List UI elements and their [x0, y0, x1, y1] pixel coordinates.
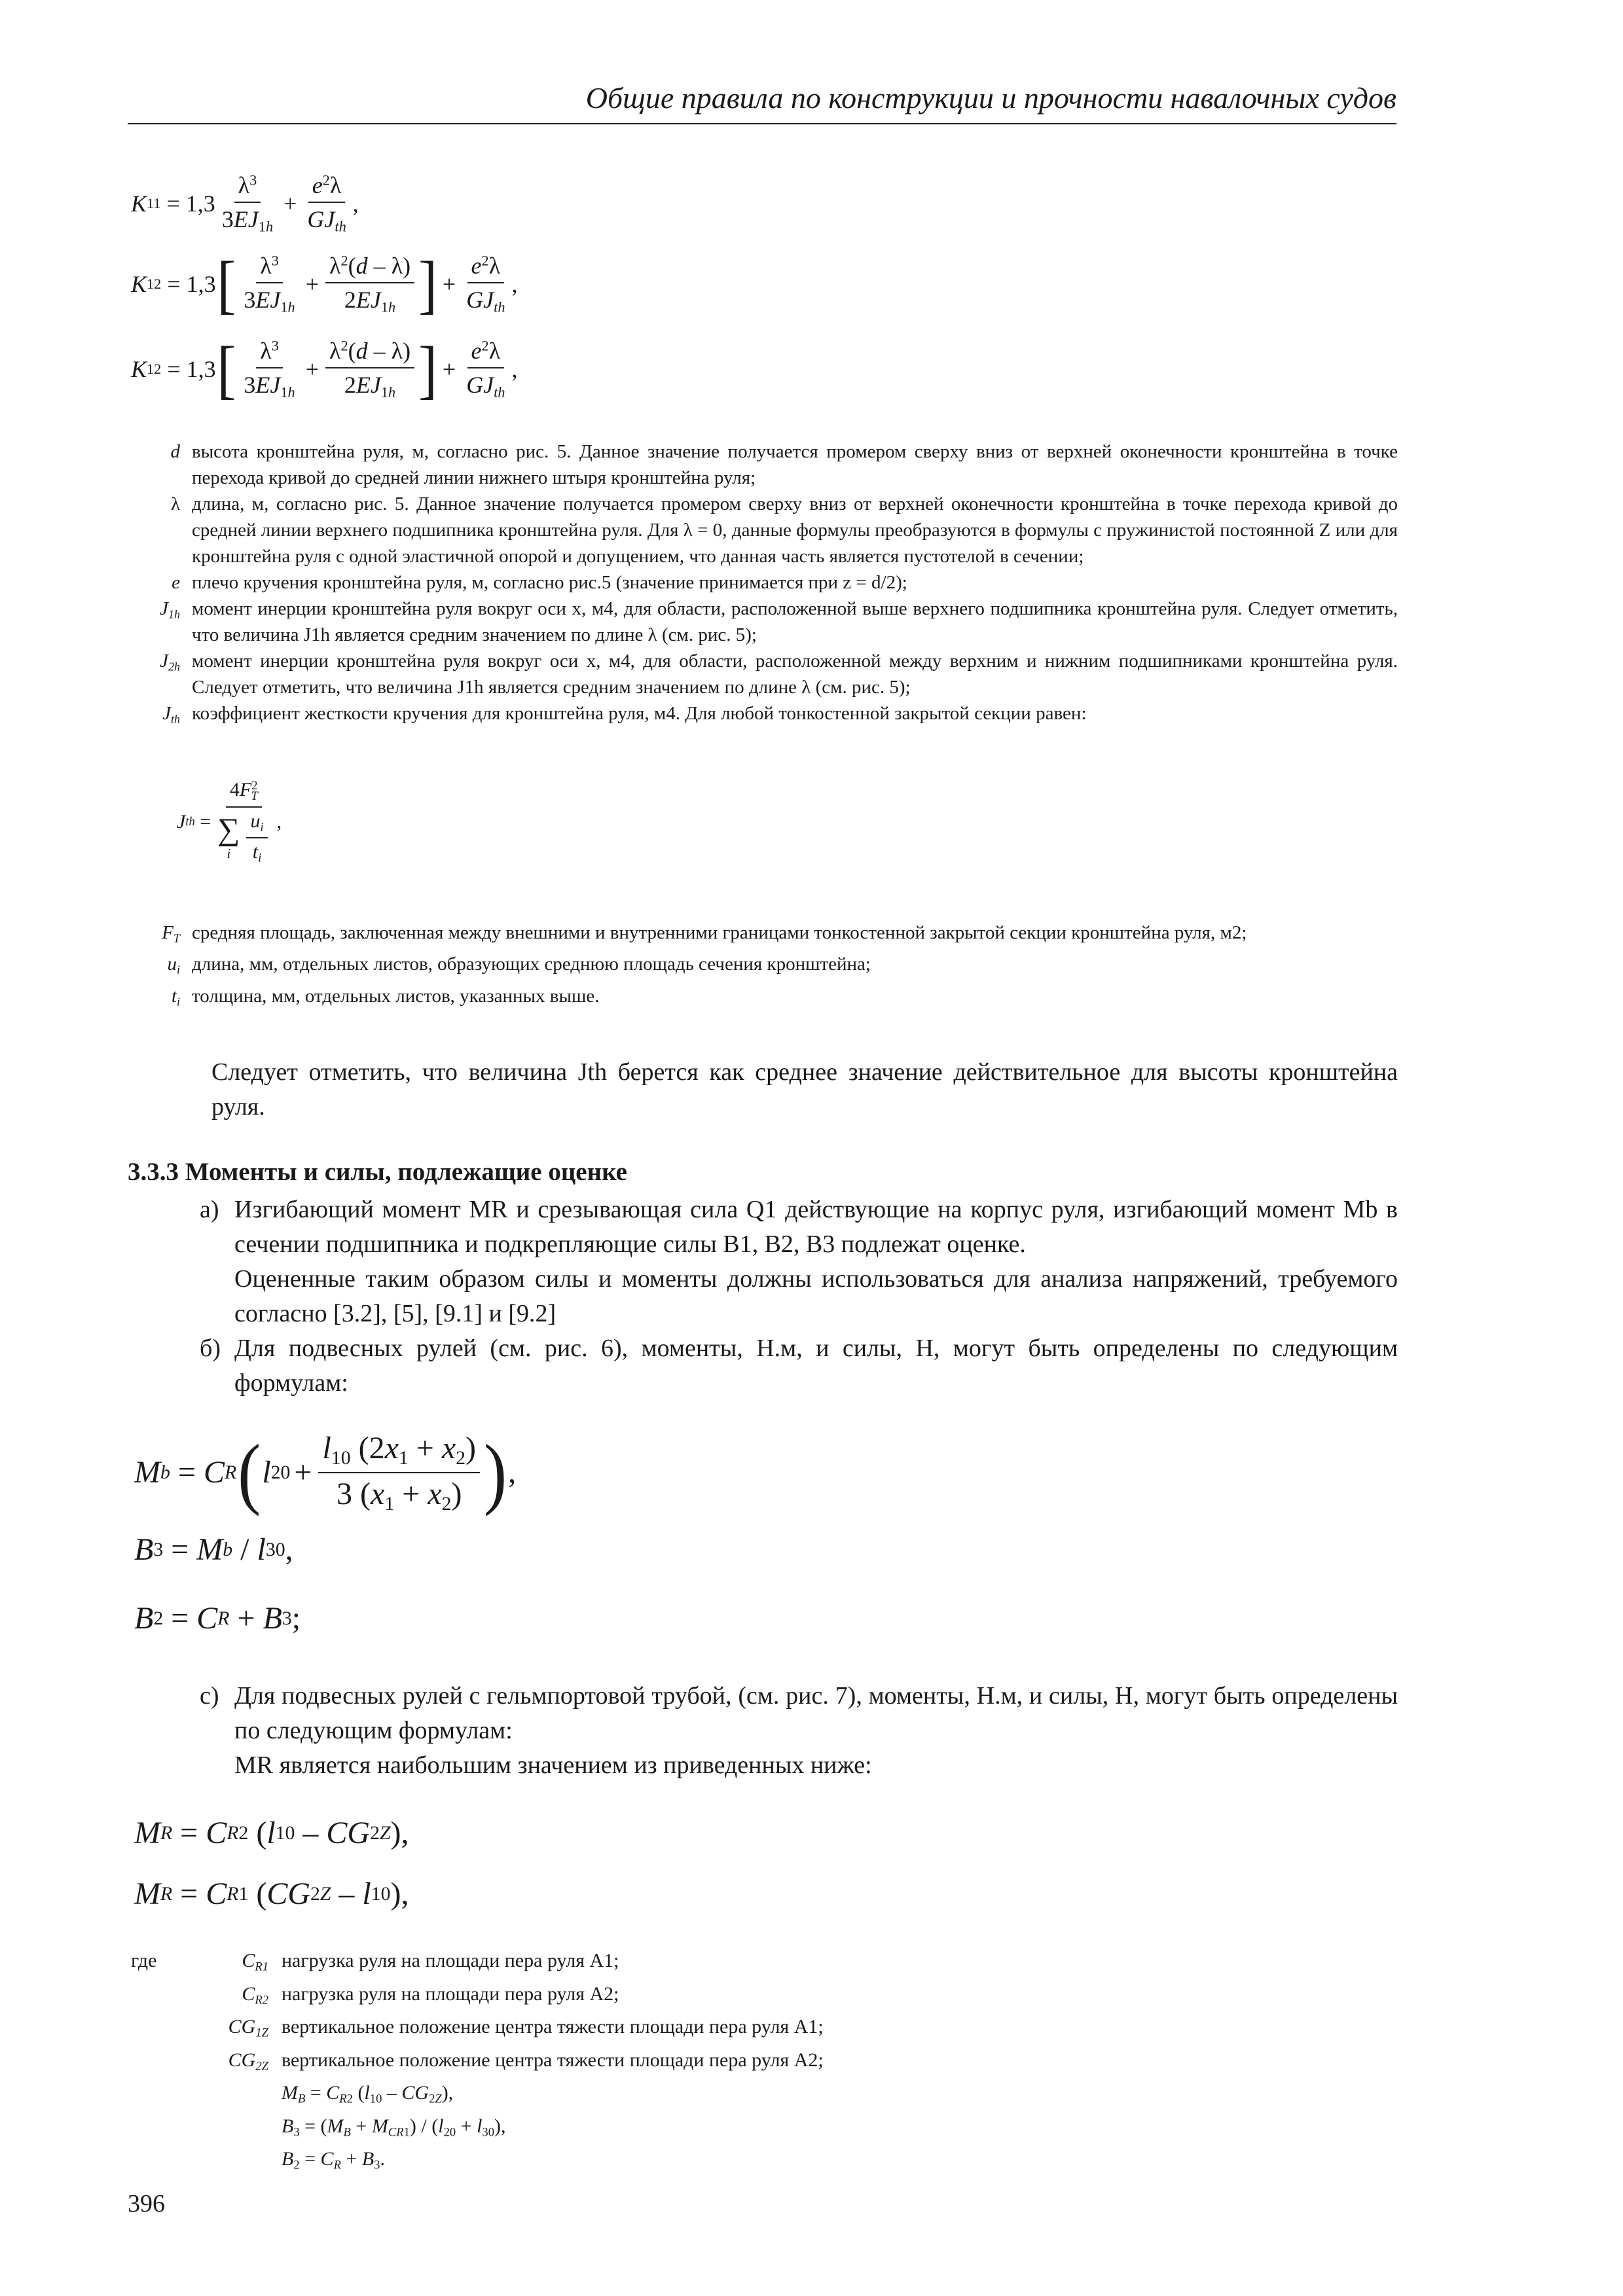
where-label: где [131, 1950, 157, 1971]
formula-b3-2: $B_3 = (M_B + M_{CR1}) / (l_{20} + l_{30})$, [282, 2115, 506, 2140]
item-c-label: c) [200, 1682, 219, 1710]
formula-mb: M b = C R ( l 20 + $\frac{l_{10} (2x_1 + x_2)}{3 (x_1 + x_2)}$ ) , [134, 1428, 517, 1516]
item-c-text-2: MR является наибольшим значением из приведенных ниже: [234, 1751, 872, 1779]
definition-text: высота кронштейна руля, м, согласно рис. 5. Данное значение получается промером сверху вниз от верхней оконечности кронштейна в точке перехода кривой до средней линии нижнего штыря кронштейна руля; [192, 441, 1398, 488]
definition-ui [128, 951, 1398, 982]
formula-jth: J th = $4F^2_T$ ∑ i $\frac{u_i}{t_i}$ , [177, 779, 282, 865]
definitions-list-2 [128, 920, 1398, 1014]
where-row [131, 1947, 1048, 1981]
formula-b2: B 2 = C R + B 3 ; [134, 1601, 301, 1636]
item-b-label: б) [200, 1335, 221, 1362]
definition-text: длина, м, согласно рис. 5. Данное значение получается промером сверху вниз от верхней оконечности кронштейна в точке перехода кривой до средней линии верхнего подшипника кронштейна руля. Для λ = 0, данные формулы преобразуются в формулы с пружинистой постоянной Z или для кронштейна руля с одной эластичной опорой и допущением, что данная часть является пустотелой в сечении; [192, 493, 1398, 567]
definition-symbol: $u_i$ [167, 954, 180, 977]
definition-e [128, 569, 1398, 596]
where-text: вертикальное положение центра тяжести площади пера руля A2; [282, 2049, 824, 2071]
definition-symbol: $J_{th}$ [162, 703, 180, 726]
definition-text: момент инерции кронштейна руля вокруг оси x, м4, для области, расположенной выше верхнего подшипника кронштейна руля. Следует отметить, что величина J1h является средним значением по длине λ (см. рис. 5); [192, 598, 1398, 645]
where-symbol: $C_{R1}$ [242, 1950, 268, 1974]
section-title: 3.3.3 Моменты и силы, подлежащие оценке [128, 1158, 627, 1186]
formula-k11: K 11 = 1,3 $\frac{\lambda^3}{3EJ_{1h}}$ + $\frac{e^2\lambda}{GJ_{th}}$ , [131, 171, 359, 235]
definitions-list [128, 439, 1398, 732]
formula-b2-2: $B_2 = C_R + B_3$. [282, 2148, 385, 2173]
definition-text: плечо кручения кронштейна руля, м, согласно рис.5 (значение принимается при z = d/2); [192, 572, 907, 593]
running-header-title: Общие правила по конструкции и прочности навалочных судов [585, 81, 1396, 115]
definition-symbol: $J_{2h}$ [160, 651, 180, 673]
definition-j2h [128, 648, 1398, 700]
definition-text: момент инерции кронштейна руля вокруг оси x, м4, для области, расположенной между верхним и нижним подшипниками кронштейна руля. Следует отметить, что величина J1h является средним значением по длине λ (см. рис. 5); [192, 651, 1398, 698]
item-b-text: Для подвесных рулей (см. рис. 6), моменты, Н.м, и силы, Н, могут быть определены по следующим формулам: [234, 1335, 1398, 1397]
where-row [131, 1981, 1048, 2014]
item-a-text: Изгибающий момент MR и срезывающая сила Q1 действующие на корпус руля, изгибающий момент Mb в сечении подшипника и подкрепляющие силы B1, B2, B3 подлежат оценке. [234, 1196, 1398, 1258]
note-paragraph: Следует отметить, что величина Jth берется как среднее значение действительное для высоты кронштейна руля. [211, 1058, 1398, 1121]
definition-symbol: d [170, 441, 180, 462]
definition-symbol: $J_{1h}$ [160, 598, 180, 621]
running-header [128, 72, 1396, 124]
definition-jth [128, 700, 1398, 732]
definition-ft [128, 920, 1398, 951]
where-text: нагрузка руля на площади пера руля A2; [282, 1982, 619, 2005]
definition-symbol: e [172, 572, 180, 593]
definition-ti [128, 983, 1398, 1014]
definition-text: средняя площадь, заключенная между внешними и внутренними границами тонкостенной закрытой секции кронштейна руля, м2; [192, 922, 1247, 943]
formula-mr-1: M R = C R2 ( l 10 – CG 2Z ), [134, 1816, 409, 1850]
formula-k12-b: K 12 = 1,3 [ $\frac{\lambda^3}{3EJ_{1h}}$ + $\frac{\lambda^2(d - \lambda)}{2EJ_{1h}}$ ] + $\frac{e^2\lambda}{GJ_{th}}$ , [131, 332, 518, 405]
where-symbol: $CG_{1Z}$ [228, 2016, 268, 2040]
definition-symbol: λ [170, 493, 180, 514]
definition-text: толщина, мм, отдельных листов, указанных выше. [192, 985, 600, 1007]
where-text: вертикальное положение центра тяжести площади пера руля A1; [282, 2016, 824, 2038]
definition-lambda [128, 491, 1398, 569]
definition-symbol: $F_T$ [162, 922, 180, 945]
where-row [131, 2013, 1048, 2047]
definition-text: длина, мм, отдельных листов, образующих среднюю площадь сечения кронштейна; [192, 954, 871, 975]
definition-text: коэффициент жесткости кручения для кронштейна руля, м4. Для любой тонкостенной закрытой секции равен: [192, 703, 1087, 724]
definition-symbol: $t_i$ [171, 985, 180, 1009]
item-a-text-2: Оцененные таким образом силы и моменты должны использоваться для анализа напряжений, требуемого согласно [3.2], [5], [9.1] и [9.2] [234, 1265, 1398, 1327]
where-symbol: $C_{R2}$ [242, 1982, 268, 2007]
where-text: нагрузка руля на площади пера руля A1; [282, 1950, 619, 1971]
definition-d [128, 439, 1398, 491]
formula-b3: B 3 = M b / l 30 , [134, 1532, 293, 1567]
where-block [131, 1947, 1048, 2179]
formula-mb-2: $M_B = C_{R2}$ $(l_{10} - CG_{2Z})$, [282, 2082, 454, 2106]
where-row [131, 2047, 1048, 2080]
where-symbol: $CG_{2Z}$ [228, 2049, 268, 2073]
formula-mr-2: M R = C R1 ( CG 2Z – l 10 ), [134, 1876, 409, 1911]
item-a-label: а) [200, 1196, 219, 1223]
formula-k12-a: K 12 = 1,3 [ $\frac{\lambda^3}{3EJ_{1h}}$ + $\frac{\lambda^2(d - \lambda)}{2EJ_{1h}}$ ] + $\frac{e^2\lambda}{GJ_{th}}$ , [131, 247, 518, 320]
page-number: 396 [128, 2190, 165, 2217]
definition-j1h [128, 596, 1398, 648]
item-c-text: Для подвесных рулей с гельмпортовой трубой, (см. рис. 7), моменты, Н.м, и силы, Н, могут быть определены по следующим формулам: [234, 1682, 1398, 1744]
